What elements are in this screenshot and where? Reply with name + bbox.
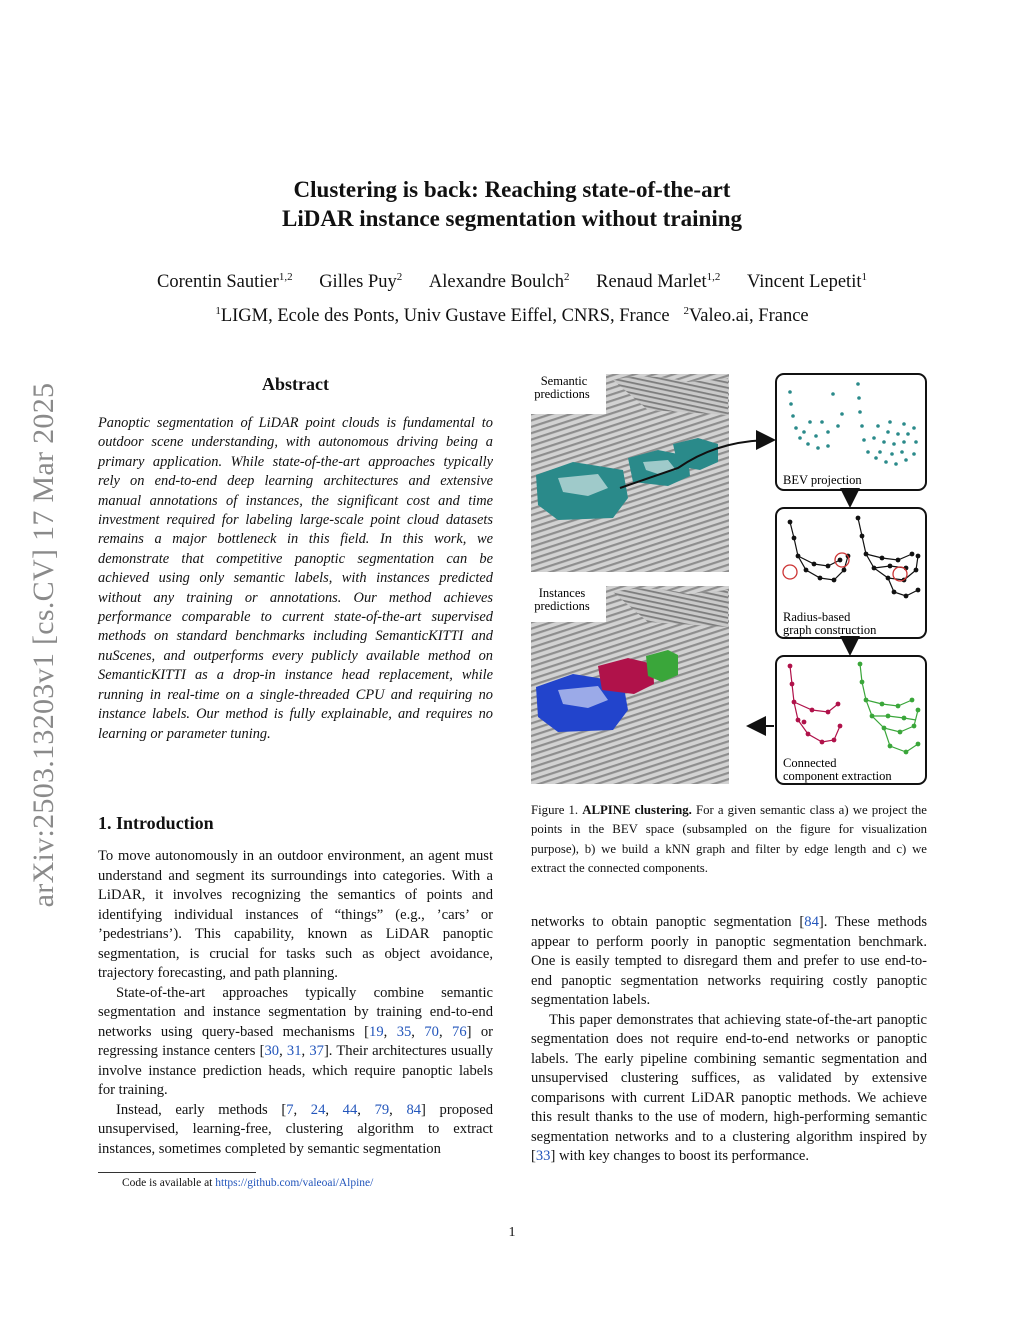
page-number: 1 [508, 1225, 516, 1240]
author: Renaud Marlet$^{1,2}$ [596, 270, 721, 292]
citation-link[interactable]: 44 [342, 1101, 358, 1118]
citation-link[interactable]: 37 [309, 1043, 324, 1059]
arxiv-id-text: arXiv:2503.13203v1 [cs.CV] 17 Mar 2025 [27, 382, 60, 908]
affiliations: $^1$LIGM, Ecole des Ponts, Univ Gustave Eiffel, CNRS, France $^2$Valeo.ai, France [215, 304, 809, 326]
label-connected-line-2: component extraction [783, 769, 892, 783]
instance-prediction-scene [531, 586, 729, 784]
label-connected-line-1: Connected [783, 756, 837, 770]
citation-link[interactable]: 35 [396, 1023, 412, 1040]
label-semantic-line-1: Semantic [540, 374, 588, 388]
author-list [100, 270, 924, 294]
citation-link[interactable]: 7 [286, 1101, 294, 1118]
caption-prefix: Figure 1. [531, 803, 579, 817]
intro-paragraph-2: State-of-the-art approaches typically combine semantic segmentation and instance segmentation by training end-to-end networks using query-based mechanisms [19, 35, 70, 76] or regressing instance centers [30, 31, 37]. Their architectures usually involve instance prediction heads, which require panoptic labels for training. [98, 984, 494, 1098]
code-link[interactable]: https://github.com/valeoai/Alpine/ [215, 1177, 374, 1189]
paper-title [160, 175, 864, 233]
right-column-body [531, 913, 927, 1167]
citation-link[interactable]: 33 [535, 1148, 551, 1164]
title-line-2: LiDAR instance segmentation without training [281, 206, 742, 231]
affiliation-1: LIGM, Ecole des Ponts, Univ Gustave Eiffel, CNRS, France [220, 306, 670, 326]
label-instances-line-1: Instances [538, 586, 586, 600]
label-radius-line-1: Radius-based [783, 610, 851, 624]
citation-link[interactable]: 84 [406, 1101, 422, 1118]
right-paragraph-1: networks to obtain panoptic segmentation [84]. These methods appear to perform poorly in panoptic segmentation benchmark. One is easily tempted to disregard them and prefer to use end-to-end panoptic segmentation networks requiring costly panoptic segmentation labels. [531, 914, 928, 1008]
affiliation-2: Valeo.ai, France [688, 306, 809, 326]
citation-link[interactable]: 31 [286, 1043, 302, 1059]
caption-body: For a given semantic class a) we project the points in the BEV space (subsampled on the figure for visualization purpose), b) we build a kNN graph and filter by edge length and c) we extract the connected components. [531, 803, 927, 876]
label-radius-line-2: graph construction [783, 623, 877, 637]
abstract-heading: Abstract [262, 374, 329, 394]
right-paragraph-2: This paper demonstrates that achieving state-of-the-art panoptic segmentation does not require end-to-end networks or panoptic labels. The early pipeline combining semantic segmentation and unsupervised clustering suffices, as validated by extensive comparisons with current LiDAR panoptic methods. We achieve this result thanks to the use of modern, high-performing semantic segmentation networks and to a clustering algorithm inspired by [33] with key changes to boost its performance. [531, 1011, 927, 1164]
figure-1-caption [531, 801, 927, 879]
introduction-body [98, 847, 493, 1159]
citation-link[interactable]: 30 [264, 1043, 280, 1059]
intro-paragraph-1: To move autonomously in an outdoor environment, an agent must understand and segment its surroundings into categories. With a LiDAR, it involves recognizing the semantics of points and identifying individual instances of “things” (e.g., ’cars’ or ’pedestrians’). This capability, known as LiDAR panoptic segmentation, is crucial for tasks such as object avoidance, trajectory forecasting, and path planning. [98, 848, 493, 981]
caption-title: ALPINE clustering. [582, 803, 692, 817]
label-bev: BEV projection [783, 473, 862, 487]
label-instances-line-2: predictions [534, 599, 590, 613]
author: Vincent Lepetit$^1$ [747, 270, 867, 292]
citation-link[interactable]: 79 [374, 1101, 390, 1118]
citation-link[interactable]: 70 [424, 1023, 439, 1040]
author: Corentin Sautier$^{1,2}$ [157, 270, 293, 292]
title-line-1: Clustering is back: Reaching state-of-the-art [293, 177, 731, 202]
footnote: Code is available at https://github.com/valeoai/Alpine/ [122, 1177, 374, 1189]
citation-link[interactable]: 84 [804, 914, 819, 930]
citation-link[interactable]: 19 [369, 1023, 384, 1040]
panel-connected-components [776, 656, 926, 784]
footnote-rule [98, 1172, 256, 1173]
arxiv-identifier [24, 345, 64, 945]
semantic-prediction-scene [531, 374, 729, 572]
label-semantic-line-2: predictions [534, 387, 590, 401]
author: Gilles Puy$^2$ [319, 270, 403, 292]
introduction-heading: 1. Introduction [98, 813, 214, 833]
panel-bev-projection [776, 374, 926, 490]
citation-link[interactable]: 76 [452, 1023, 467, 1040]
panel-graph-construction [776, 508, 926, 638]
author: Alexandre Boulch$^2$ [428, 270, 570, 292]
citation-link[interactable]: 24 [310, 1101, 326, 1118]
figure-1 [528, 370, 930, 788]
abstract-body: Panoptic segmentation of LiDAR point clouds is fundamental to outdoor scene understanding, with autonomous driving being a primary application. While state-of-the-art approaches typically rely on end-to-end deep learning architectures and extensive manual annotations of instances, the significant cost and time investment required for labeling large-scale point cloud datasets remains a major bottleneck in this field. In this work, we demonstrate that competitive panoptic segmentation can be achieved using only semantic labels, with instances predicted without any training or annotations. Our method achieves performance comparable to current state-of-the-art supervised methods on standard benchmarks including SemanticKITTI and nuScenes, and outperforms every publicly available method on SemanticKITTI as a drop-in instance head replacement, while running in real-time on a single-threaded CPU and requiring no instance labels. Our method is fully explainable, and requires no learning or parameter tuning. [98, 415, 493, 742]
intro-paragraph-3: Instead, early methods [7, 24, 44, 79, 84] proposed unsupervised, learning-free, clustering algorithm to extract instances, sometimes completed by semantic segmentation [98, 1101, 494, 1157]
